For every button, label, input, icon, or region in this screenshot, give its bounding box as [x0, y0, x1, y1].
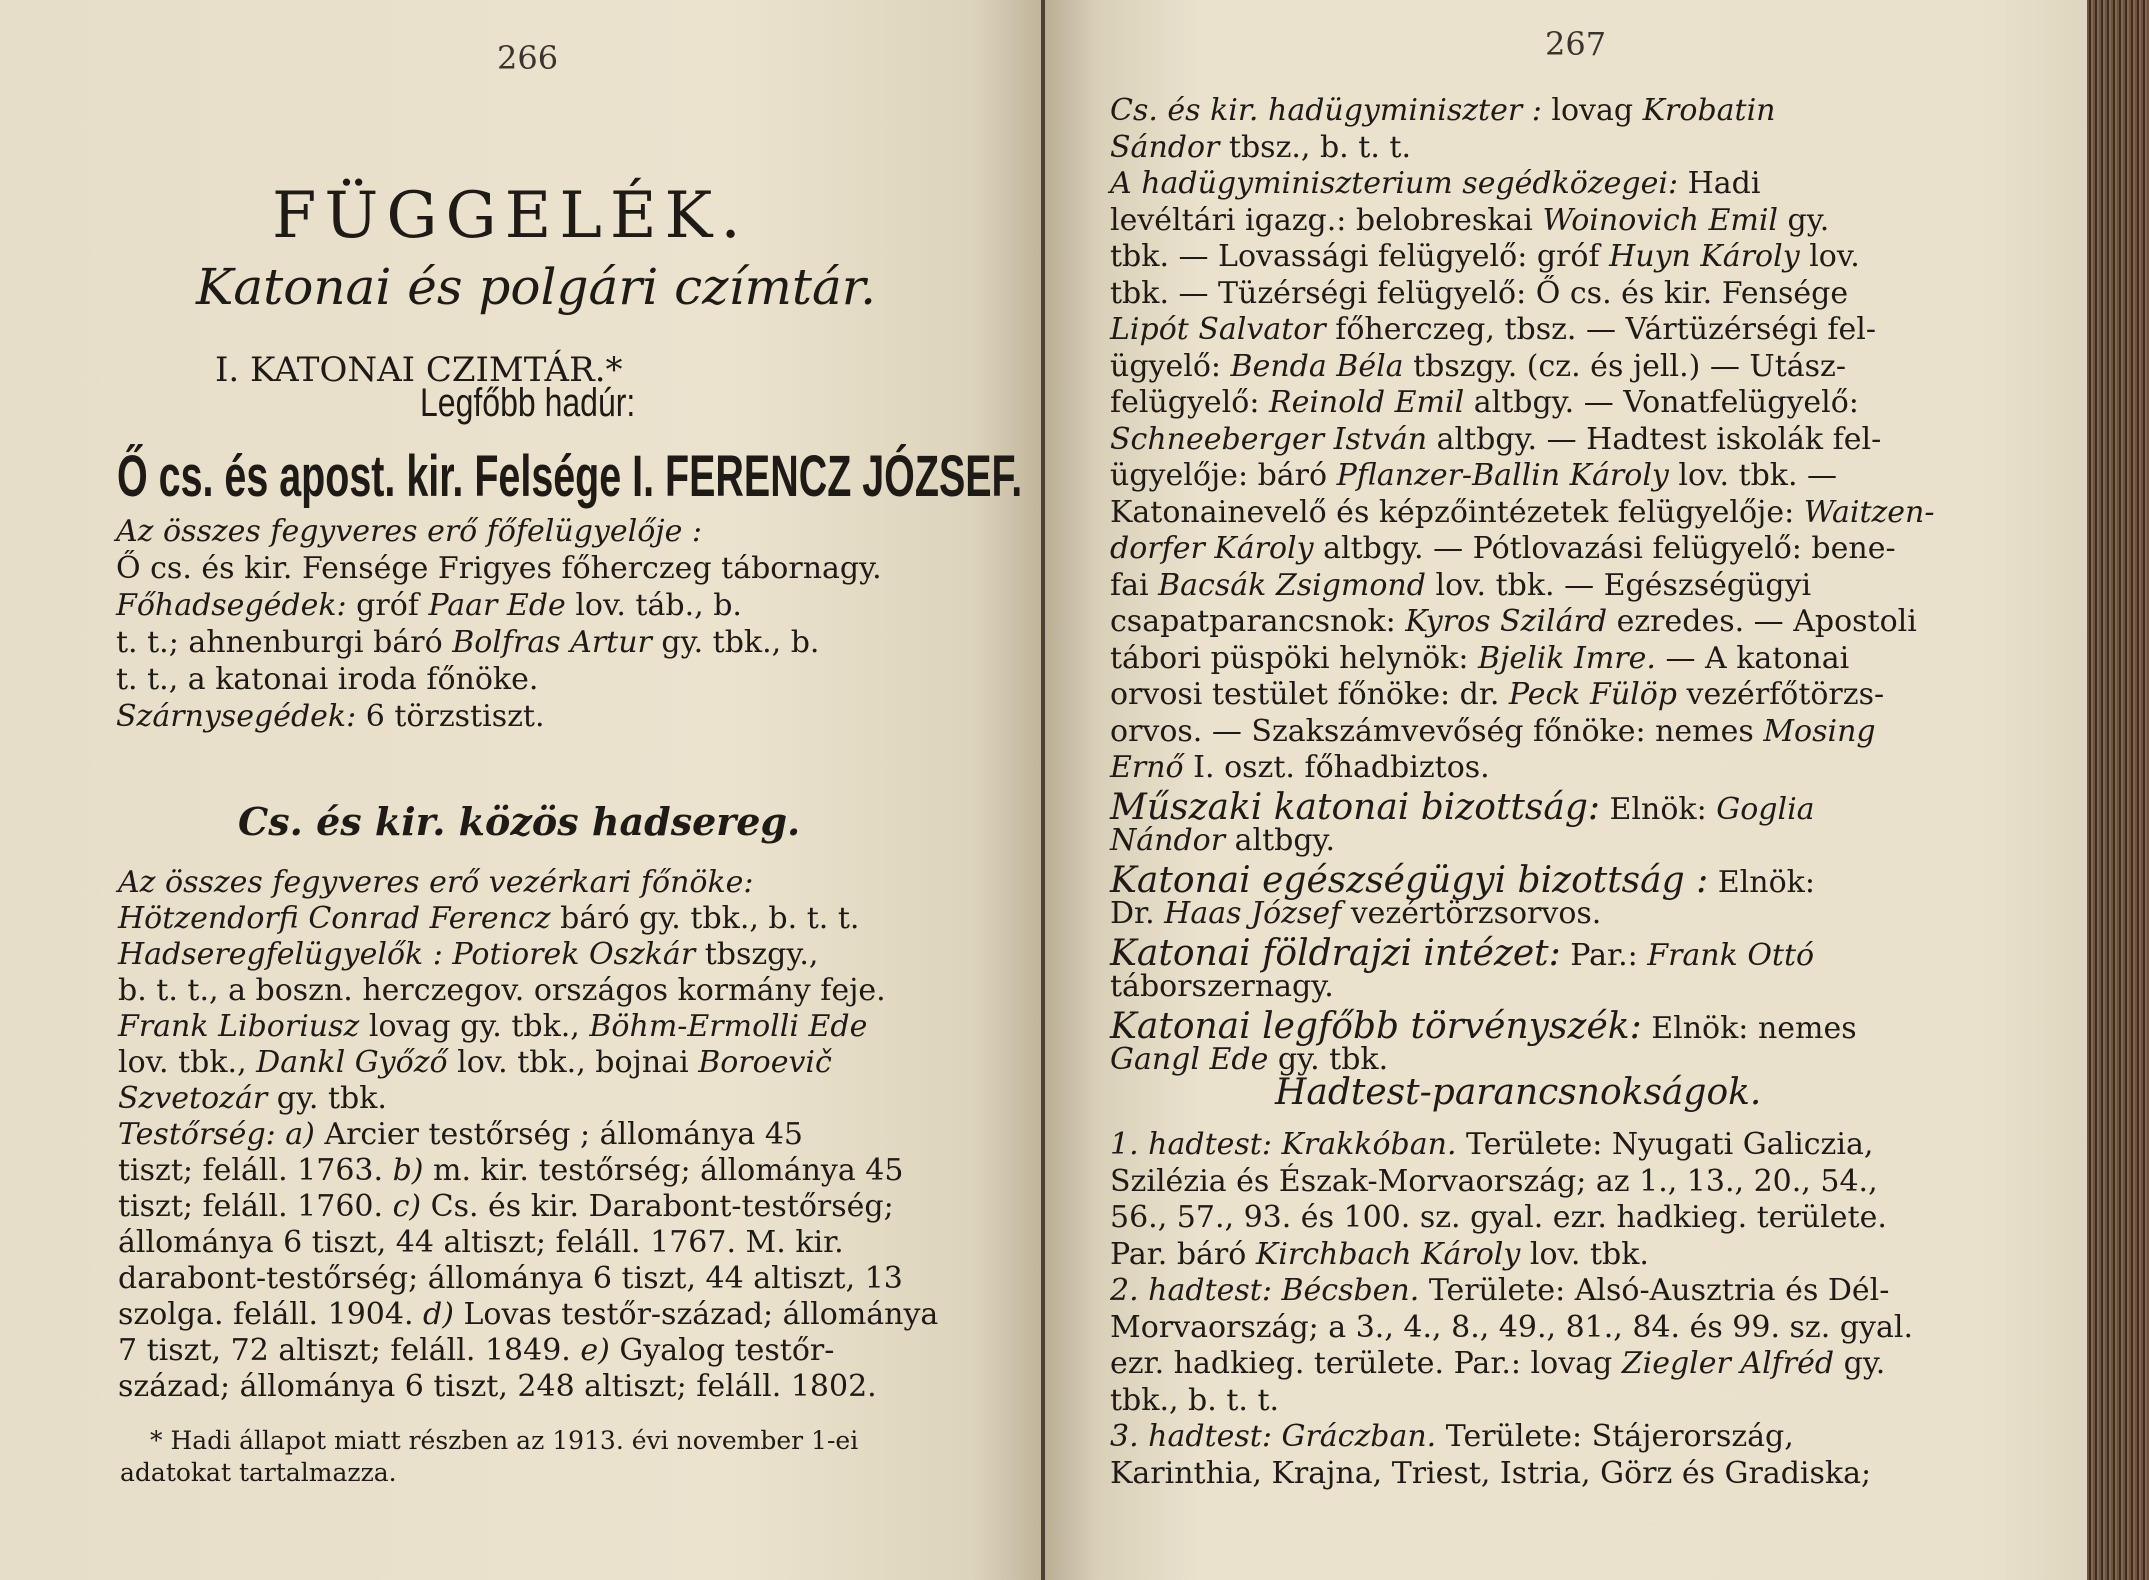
text-segment: gy.: [1834, 1346, 1886, 1381]
text-line: [118, 973, 886, 1008]
italic-segment: Schneeberger István: [1110, 421, 1428, 457]
text-line: [1110, 567, 1812, 603]
footnote-line-1: * Hadi állapot miatt részben az 1913. évi november 1-ei: [150, 1426, 859, 1455]
italic-segment: Pflanzer-Ballin Károly: [1336, 458, 1669, 493]
italic-segment: c): [392, 1189, 422, 1224]
text-line: [1110, 531, 1896, 566]
italic-segment: Hötzendorfi Conrad Ferencz: [118, 901, 551, 936]
text-line: [116, 625, 820, 660]
majesty-title: Ő cs. és apost. kir. Felsége I. FERENCZ JÓZSEF.: [117, 444, 1023, 509]
italic-segment: 2. hadtest: Bécsben.: [1110, 1273, 1420, 1308]
text-segment: Karinthia, Krajna, Triest, Istria, Görz és Gradiska;: [1110, 1455, 1872, 1491]
text-segment: állománya 6 tiszt, 44 altiszt; feláll. 1767. M. kir.: [118, 1225, 844, 1260]
text-line: [116, 699, 545, 734]
text-segment: lov. táb., b.: [565, 588, 742, 623]
italic-segment: e): [580, 1333, 610, 1368]
text-segment: tábori püspöki helynök:: [1110, 640, 1478, 676]
text-segment: szolga. feláll. 1904.: [118, 1297, 424, 1332]
italic-segment: Katonai egészségügyi bizottság :: [1110, 859, 1709, 901]
italic-segment: a): [285, 1117, 315, 1152]
text-line: [118, 937, 819, 972]
text-line: [118, 1153, 904, 1188]
italic-segment: Haas József: [1164, 896, 1342, 931]
text-line: [1110, 166, 1761, 201]
text-line: [1110, 1236, 1649, 1272]
text-line: [116, 588, 742, 623]
text-line: [1110, 1455, 1872, 1491]
text-line: [1110, 786, 1815, 828]
text-line: [1110, 896, 1602, 931]
italic-segment: Dankl Győző: [256, 1045, 448, 1080]
italic-segment: Goglia: [1716, 791, 1815, 827]
text-line: [1110, 1127, 1874, 1162]
right-page: [1045, 0, 2087, 1580]
text-segment: tbszgy. (cz. és jell.) — Utász-: [1403, 348, 1846, 384]
italic-segment: Főhadsegédek:: [116, 588, 347, 623]
text-segment: lov. tbk. — Egészségügyi: [1425, 567, 1812, 603]
text-segment: 7 tiszt, 72 altiszt; feláll. 1849.: [118, 1333, 581, 1368]
text-segment: lov.: [1799, 239, 1860, 274]
text-segment: táborszernagy.: [1110, 969, 1334, 1004]
text-line: [116, 514, 702, 549]
italic-segment: Benda Béla: [1230, 348, 1404, 384]
text-segment: gy. tbk.: [1268, 1042, 1389, 1077]
appendix-title: FÜGGELÉK.: [272, 179, 749, 253]
italic-segment: Kyros Szilárd: [1405, 604, 1608, 639]
left-page: [0, 0, 1045, 1580]
italic-segment: Bolfras Artur: [452, 625, 652, 660]
text-line: [1110, 202, 1830, 238]
page-number: 267: [1545, 25, 1607, 63]
text-segment: báró gy. tbk., b. t. t.: [550, 901, 860, 936]
italic-segment: d): [423, 1297, 454, 1332]
text-segment: [443, 937, 453, 972]
text-line: [1110, 1382, 1280, 1418]
text-line: [1110, 93, 1776, 128]
text-line: [1110, 823, 1336, 858]
text-segment: Ő cs. és kir. Fensége Frigyes főherczeg tábornagy.: [116, 551, 882, 586]
text-segment: lov. tbk.: [1520, 1236, 1649, 1272]
italic-segment: Hadseregfelügyelők :: [118, 937, 443, 972]
text-line: [116, 662, 539, 697]
page-number: 266: [497, 39, 559, 77]
text-segment: lov. tbk. —: [1668, 458, 1838, 493]
text-segment: Elnök: nemes: [1641, 1010, 1857, 1046]
text-segment: vezértörzsorvos.: [1341, 896, 1602, 931]
italic-segment: Paar Ede: [428, 588, 566, 623]
italic-segment: Bjelik Imre.: [1478, 640, 1656, 676]
text-line: [1110, 239, 1860, 274]
text-segment: orvos. — Szakszámvevőség főnöke: nemes: [1110, 713, 1764, 749]
italic-segment: Frank Liboriusz: [118, 1009, 360, 1044]
italic-segment: Szvetozár: [118, 1081, 268, 1116]
section-heading: I. KATONAI CZIMTÁR.*: [215, 350, 623, 390]
italic-segment: Potiorek Oszkár: [452, 937, 696, 972]
text-segment: altbgy. — Vonatfelügyelő:: [1464, 385, 1859, 420]
army-heading: Cs. és kir. közös hadsereg.: [238, 799, 801, 844]
text-segment: lovag: [1541, 93, 1643, 128]
text-line: [1110, 859, 1815, 901]
italic-segment: Gangl Ede: [1110, 1042, 1269, 1077]
text-segment: tbk. — Lovassági felügyelő: gróf: [1110, 239, 1610, 274]
text-line: [1110, 1163, 1878, 1199]
italic-segment: Waitzen-: [1803, 494, 1935, 530]
text-segment: főherczeg, tbsz. — Vártüzérségi fel-: [1325, 312, 1877, 347]
italic-segment: Ziegler Alfréd: [1621, 1346, 1835, 1381]
corps-heading: Hadtest-parancsnokságok.: [1275, 1072, 1762, 1113]
text-segment: Par. báró: [1110, 1236, 1256, 1272]
italic-segment: Lipót Salvator: [1110, 312, 1326, 347]
text-line: [118, 1009, 868, 1044]
text-segment: tiszt; feláll. 1760.: [118, 1189, 393, 1224]
italic-segment: 3. hadtest: Gráczban.: [1110, 1419, 1437, 1454]
text-segment: t. t., a katonai iroda főnöke.: [116, 662, 539, 697]
text-segment: tbk. — Tüzérségi felügyelő: Ő cs. és kir. Fensége: [1110, 275, 1849, 311]
text-line: [1110, 1309, 1913, 1345]
text-segment: — A katonai: [1655, 640, 1850, 676]
text-line: [1110, 312, 1877, 347]
italic-segment: 1. hadtest: Krakkóban.: [1110, 1127, 1457, 1162]
text-segment: orvosi testület főnöke: dr.: [1110, 677, 1509, 712]
italic-segment: Krobatin: [1642, 93, 1776, 128]
text-line: [118, 1333, 835, 1368]
italic-segment: b): [392, 1153, 424, 1188]
text-line: [1110, 640, 1850, 676]
text-segment: Területe: Nyugati Galiczia,: [1456, 1127, 1874, 1162]
text-segment: gróf: [346, 588, 429, 623]
text-line: [1110, 1042, 1389, 1077]
text-segment: I. oszt. főhadbiztos.: [1183, 750, 1490, 785]
text-line: [116, 551, 882, 586]
text-line: [118, 1045, 832, 1080]
text-line: [1110, 932, 1815, 974]
italic-segment: Mosing: [1763, 713, 1876, 749]
text-segment: m. kir. testőrség; állománya 45: [423, 1153, 904, 1188]
italic-segment: dorfer Károly: [1110, 531, 1314, 566]
text-segment: Par.:: [1560, 937, 1648, 973]
text-segment: Szilézia és Észak-Morvaország; az 1., 13., 20., 54.,: [1110, 1163, 1878, 1199]
italic-segment: Huyn Károly: [1609, 239, 1800, 274]
text-line: [118, 1081, 387, 1116]
text-line: [1110, 750, 1490, 785]
text-line: [1110, 969, 1334, 1004]
italic-segment: Sándor: [1110, 129, 1220, 165]
text-segment: tbsz., b. t. t.: [1219, 129, 1411, 165]
text-segment: század; állománya 6 tiszt, 248 altiszt; feláll. 1802.: [118, 1369, 877, 1404]
text-segment: [276, 1117, 286, 1152]
text-line: [1110, 713, 1876, 749]
text-segment: fai: [1110, 567, 1159, 603]
text-line: [1110, 1200, 1887, 1235]
italic-segment: Woinovich Emil: [1542, 202, 1779, 238]
text-segment: altbgy. — Hadtest iskolák fel-: [1427, 421, 1882, 457]
text-segment: ügyelője: báró: [1110, 458, 1337, 493]
text-segment: altbgy.: [1225, 823, 1336, 858]
text-line: [118, 1189, 894, 1224]
text-segment: Gyalog testőr-: [609, 1333, 835, 1368]
italic-segment: Nándor: [1110, 823, 1226, 858]
text-segment: Arcier testőrség ; állománya 45: [314, 1117, 803, 1152]
text-segment: Morvaország; a 3., 4., 8., 49., 81., 84. és 99. sz. gyal.: [1110, 1309, 1913, 1345]
text-line: [118, 901, 860, 936]
text-segment: Hadi: [1678, 166, 1761, 201]
text-segment: lov. tbk., bojnai: [447, 1045, 699, 1080]
italic-segment: Az összes fegyveres erő vezérkari főnöke:: [118, 865, 754, 900]
text-segment: tiszt; feláll. 1763.: [118, 1153, 393, 1188]
text-line: [1110, 677, 1885, 712]
text-segment: b. t. t., a boszn. herczegov. országos kormány feje.: [118, 973, 886, 1008]
text-segment: tbszgy.,: [695, 937, 819, 972]
text-line: [1110, 1273, 1890, 1308]
text-line: [1110, 129, 1411, 165]
text-segment: levéltári igazg.: belobreskai: [1110, 202, 1543, 238]
text-line: [1110, 458, 1838, 493]
text-segment: ügyelő:: [1110, 348, 1231, 384]
page-edges: [2087, 0, 2149, 1580]
text-line: [118, 1261, 903, 1296]
italic-segment: Böhm-Ermolli Ede: [589, 1009, 868, 1044]
supreme-commander-heading: Legfőbb hadúr:: [420, 381, 636, 425]
text-segment: ezr. hadkieg. területe. Par.: lovag: [1110, 1346, 1622, 1381]
text-segment: gy. tbk.: [267, 1081, 387, 1116]
text-segment: Elnök:: [1600, 791, 1717, 827]
text-segment: Cs. és kir. Darabont-testőrség;: [421, 1189, 894, 1224]
text-line: [1110, 1005, 1857, 1047]
italic-segment: Kirchbach Károly: [1255, 1236, 1521, 1272]
text-segment: lov. tbk.,: [118, 1045, 257, 1080]
text-line: [118, 1225, 844, 1260]
text-line: [1110, 604, 1917, 639]
text-line: [1110, 275, 1849, 311]
italic-segment: A hadügyminiszterium segédközegei:: [1110, 166, 1679, 201]
text-line: [1110, 421, 1882, 457]
text-line: [1110, 1419, 1794, 1454]
text-segment: 56., 57., 93. és 100. sz. gyal. ezr. hadkieg. területe.: [1110, 1200, 1887, 1235]
italic-segment: Ernő: [1110, 750, 1184, 785]
text-segment: darabont-testőrség; állománya 6 tiszt, 44 altiszt, 13: [118, 1261, 903, 1296]
italic-segment: Az összes fegyveres erő főfelügyelője :: [116, 514, 702, 549]
text-segment: Területe: Stájerország,: [1436, 1419, 1794, 1454]
text-line: [118, 1117, 803, 1152]
italic-segment: Szárnysegédek:: [116, 699, 357, 734]
text-segment: lovag gy. tbk.,: [359, 1009, 590, 1044]
text-segment: vezérfőtörzs-: [1677, 677, 1885, 712]
text-segment: Dr.: [1110, 896, 1165, 931]
italic-segment: Műszaki katonai bizottság:: [1110, 786, 1600, 828]
text-segment: Lovas testőr-század; állománya: [453, 1297, 939, 1332]
text-segment: felügyelő:: [1110, 385, 1269, 420]
text-segment: 6 törzstiszt.: [356, 699, 545, 734]
text-segment: ezredes. — Apostoli: [1607, 604, 1917, 639]
text-segment: altbgy. — Pótlovazási felügyelő: bene-: [1313, 531, 1896, 566]
text-line: [1110, 494, 1935, 530]
italic-segment: Frank Ottó: [1647, 937, 1815, 973]
text-segment: t. t.; ahnenburgi báró: [116, 625, 453, 660]
italic-segment: Cs. és kir. hadügyminiszter :: [1110, 93, 1542, 128]
text-line: [1110, 348, 1846, 384]
directory-subtitle: Katonai és polgári czímtár.: [196, 258, 877, 316]
text-line: [118, 1297, 939, 1332]
footnote-line-2: adatokat tartalmazza.: [120, 1458, 397, 1487]
text-line: [118, 865, 754, 900]
italic-segment: Bacsák Zsigmond: [1158, 567, 1426, 603]
italic-segment: Katonai földrajzi intézet:: [1110, 932, 1561, 974]
text-line: [118, 1369, 877, 1404]
text-segment: gy. tbk., b.: [651, 625, 820, 660]
italic-segment: Reinold Emil: [1268, 385, 1465, 420]
italic-segment: Katonai legfőbb törvényszék:: [1110, 1005, 1642, 1047]
italic-segment: Testőrség:: [118, 1117, 276, 1152]
text-segment: csapatparancsnok:: [1110, 604, 1406, 639]
text-segment: Katonainevelő és képzőintézetek felügyelője:: [1110, 494, 1804, 530]
italic-segment: Peck Fülöp: [1508, 677, 1678, 712]
text-line: [1110, 1346, 1886, 1381]
text-segment: Területe: Alsó-Ausztria és Dél-: [1419, 1273, 1890, 1308]
italic-segment: Boroevič: [698, 1045, 832, 1080]
text-line: [1110, 385, 1859, 420]
text-segment: gy.: [1778, 202, 1830, 238]
text-segment: tbk., b. t. t.: [1110, 1382, 1280, 1418]
text-segment: Elnök:: [1708, 864, 1815, 900]
